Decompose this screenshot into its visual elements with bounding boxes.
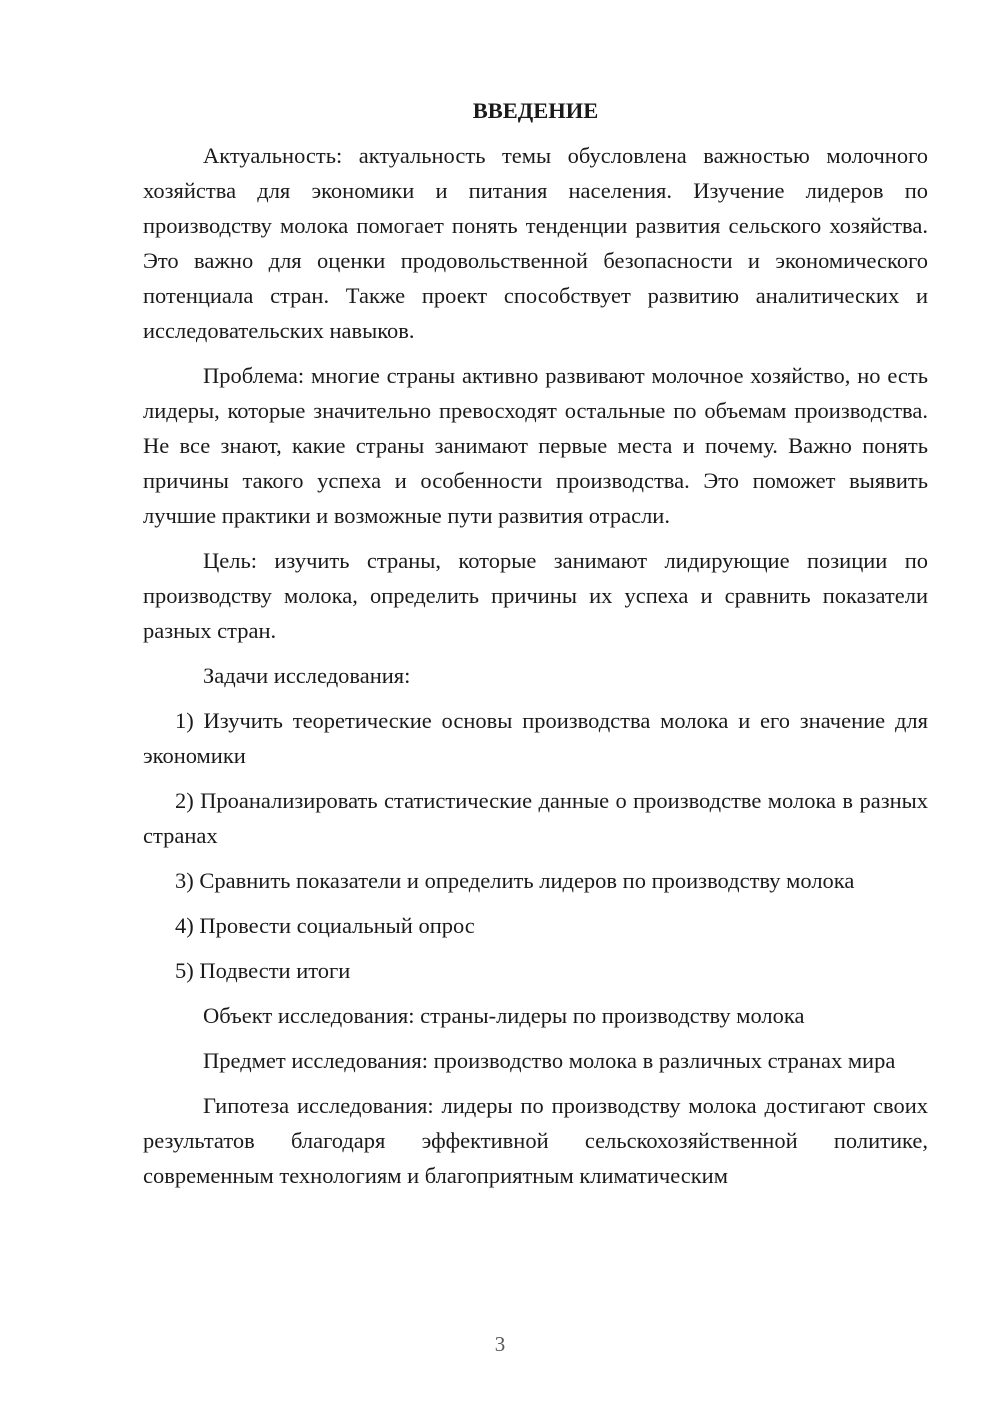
task-item-1: 1) Изучить теоретические основы производства молока и его значение для экономики	[143, 708, 928, 768]
document-page	[143, 93, 928, 1193]
object-paragraph: Объект исследования: страны-лидеры по производству молока	[203, 1003, 805, 1028]
task-item-5: 5) Подвести итоги	[175, 958, 351, 983]
task-item-3: 3) Сравнить показатели и определить лидеров по производству молока	[175, 868, 855, 893]
goal-paragraph: Цель: изучить страны, которые занимают лидирующие позиции по производству молока, определить причины их успеха и сравнить показатели разных стран.	[143, 548, 928, 643]
task-item-4: 4) Провести социальный опрос	[175, 913, 475, 938]
tasks-heading: Задачи исследования:	[203, 663, 411, 688]
problem-paragraph: Проблема: многие страны активно развивают молочное хозяйство, но есть лидеры, которые значительно превосходят остальные по объемам производства. Не все знают, какие страны занимают первые места и почему. Важно понять причины такого успеха и особенности производства. Это поможет выявить лучшие практики и возможные пути развития отрасли.	[143, 363, 928, 528]
section-title: ВВЕДЕНИЕ	[472, 98, 599, 123]
task-item-2: 2) Проанализировать статистические данные о производстве молока в разных странах	[143, 788, 928, 848]
page-number: 3	[494, 1332, 506, 1356]
relevance-paragraph: Актуальность: актуальность темы обусловлена важностью молочного хозяйства для экономики и питания населения. Изучение лидеров по производству молока помогает понять тенденции развития сельского хозяйства. Это важно для оценки продовольственной безопасности и экономического потенциала стран. Также проект способствует развитию аналитических и исследовательских навыков.	[143, 143, 928, 343]
hypothesis-paragraph: Гипотеза исследования: лидеры по производству молока достигают своих результатов благодаря эффективной сельскохозяйственной политике, современным технологиям и благоприятным климатическим	[143, 1093, 928, 1188]
subject-paragraph: Предмет исследования: производство молока в различных странах мира	[203, 1048, 896, 1073]
